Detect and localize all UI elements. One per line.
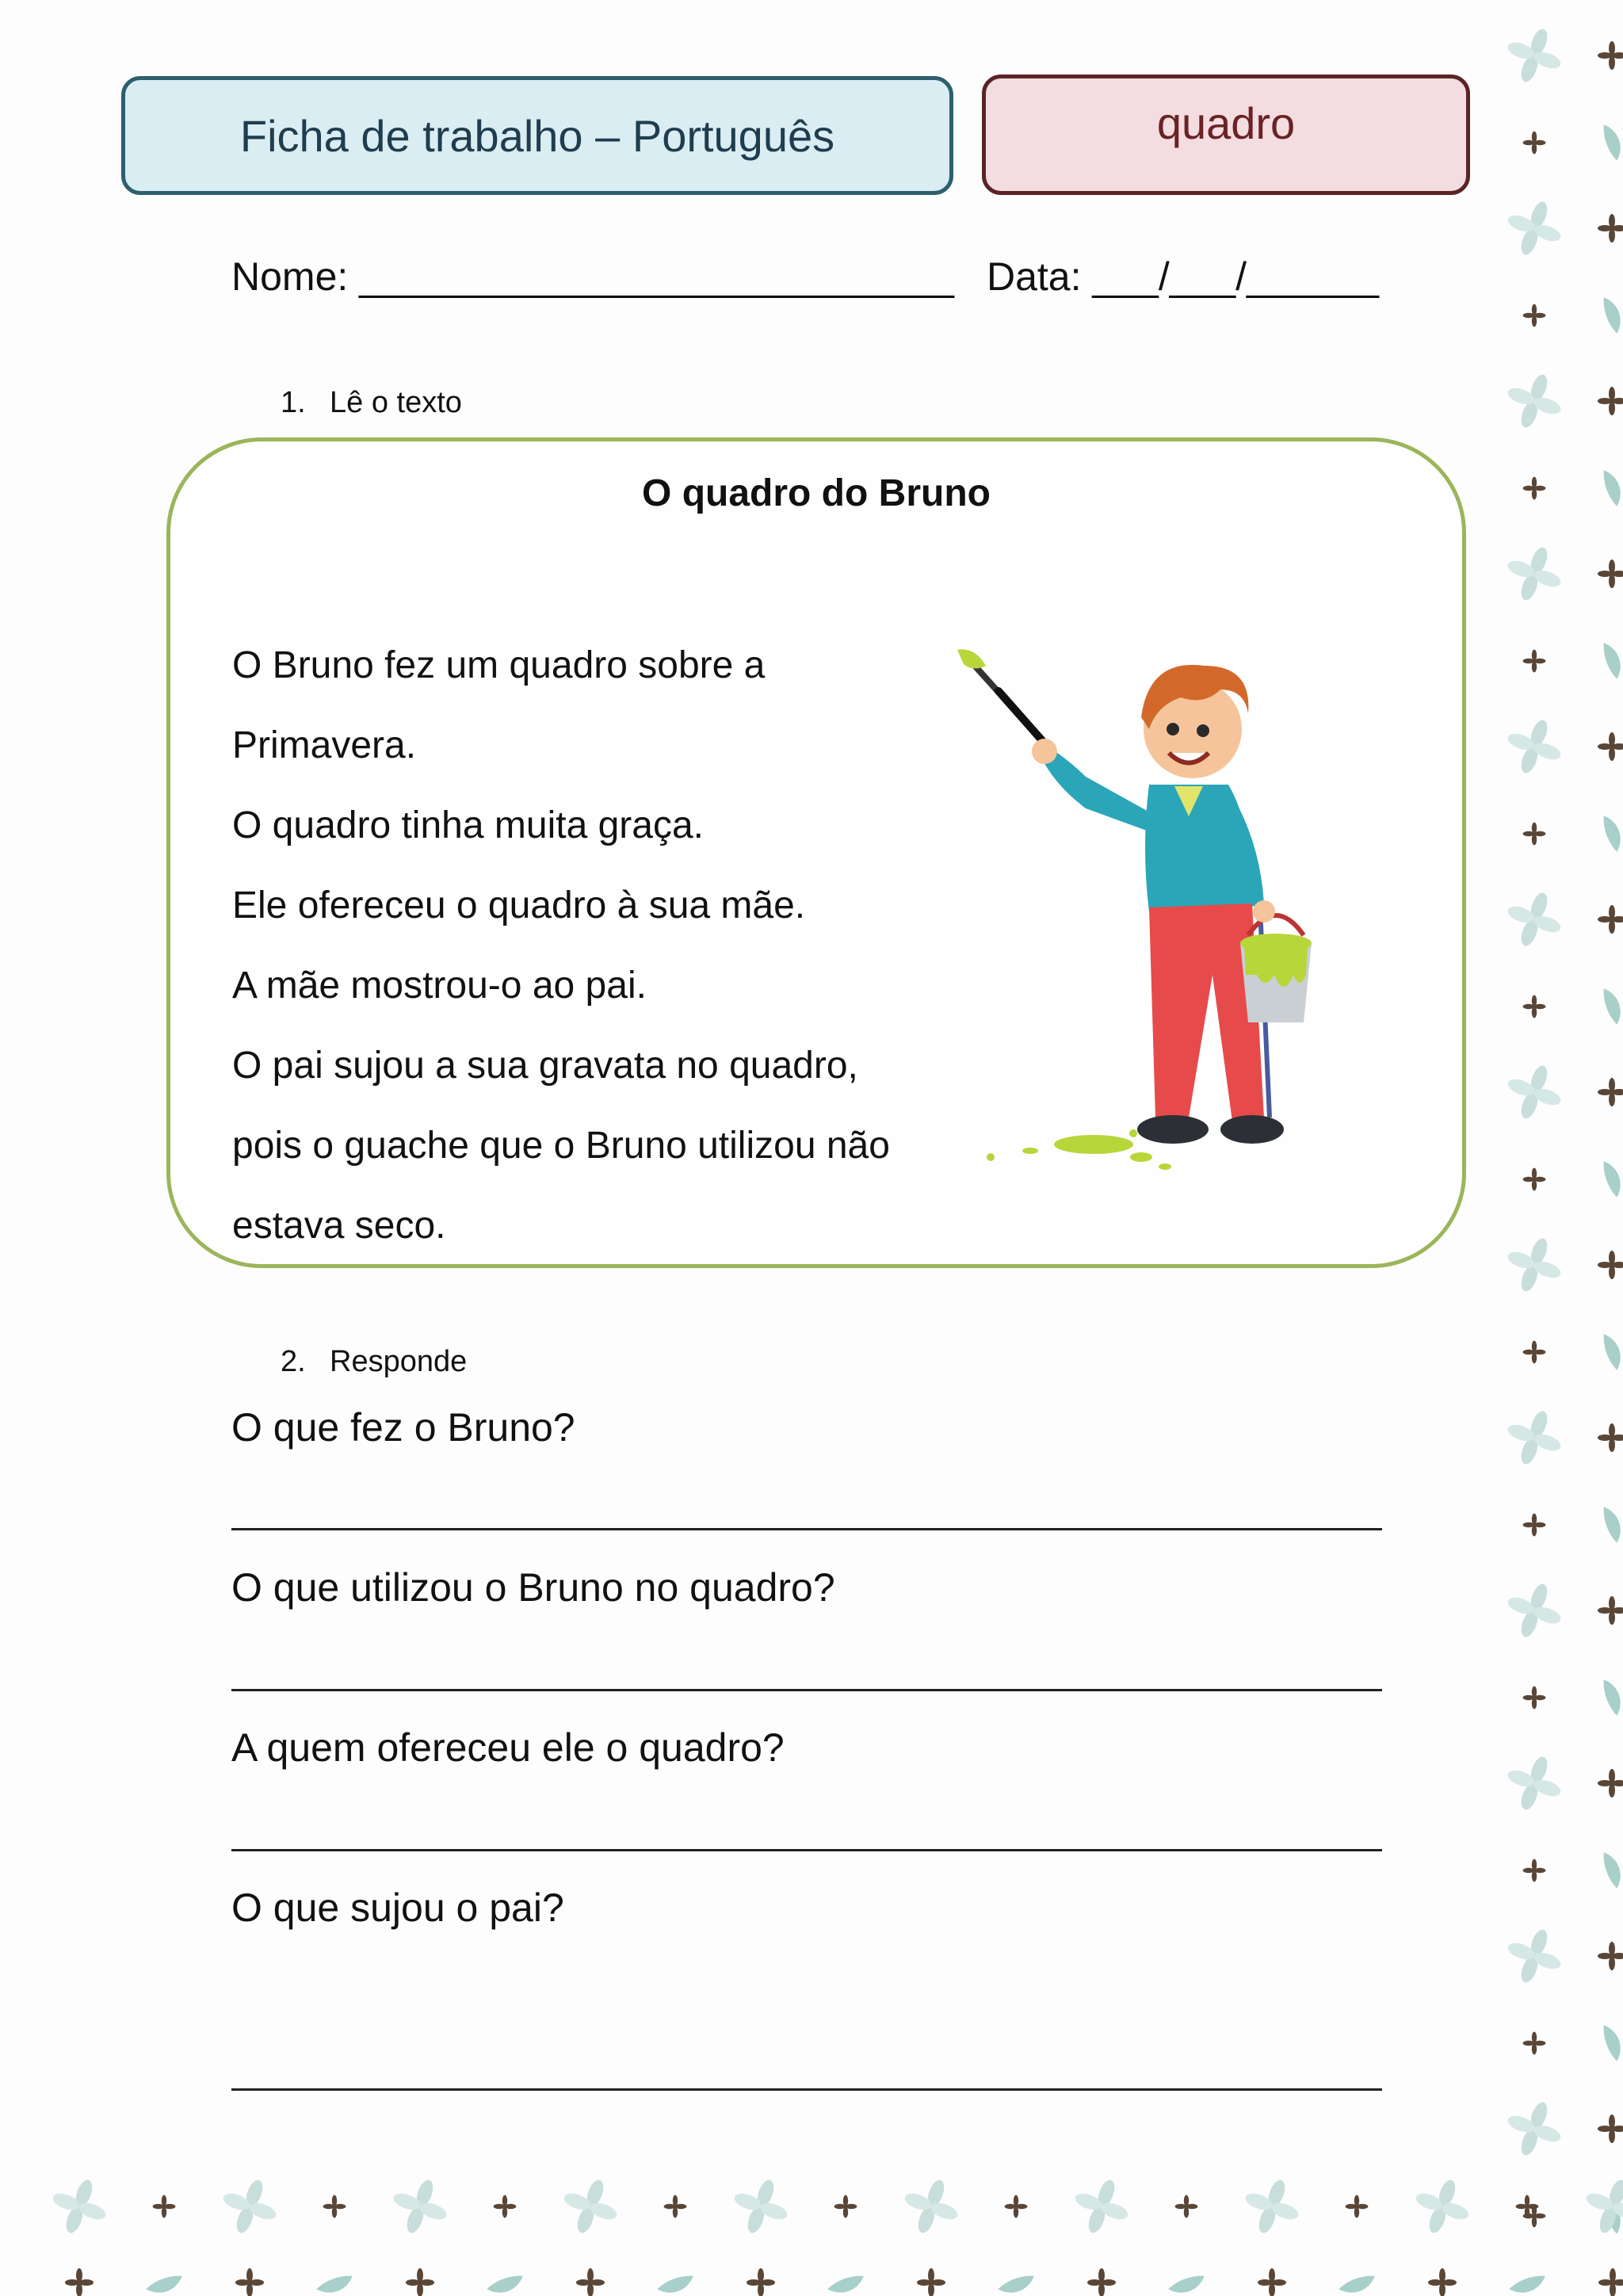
floral-motif xyxy=(1598,1078,1623,1106)
floral-motif xyxy=(1598,1423,1623,1452)
floral-motif xyxy=(1087,2268,1116,2296)
topic-tag-box xyxy=(982,74,1470,195)
floral-motif xyxy=(1600,121,1623,162)
floral-motif xyxy=(1598,1251,1623,1279)
floral-motif xyxy=(1167,2272,1208,2296)
floral-motif xyxy=(1506,1748,1570,1819)
floral-motif xyxy=(1428,2268,1457,2296)
question-4: O que sujou o pai? xyxy=(231,1885,564,1930)
floral-motif xyxy=(1258,2268,1286,2296)
floral-motif xyxy=(1600,985,1623,1026)
floral-motif xyxy=(1506,1575,1570,1646)
section-2-label: Responde xyxy=(330,1345,468,1378)
answer-line-3[interactable] xyxy=(231,1849,1382,1851)
floral-motif xyxy=(1600,1331,1623,1371)
floral-motif xyxy=(1598,732,1623,761)
floral-motif xyxy=(1598,387,1623,415)
floral-motif xyxy=(1506,1402,1570,1473)
date-field-label: Data: ___/___/______ xyxy=(987,254,1379,299)
story-line: Ele ofereceu o quadro à sua mãe. xyxy=(232,884,806,926)
floral-motif xyxy=(1523,477,1546,500)
floral-motif xyxy=(1523,304,1546,327)
floral-motif xyxy=(65,2268,94,2296)
story-text xyxy=(232,625,890,1266)
floral-motif xyxy=(1506,884,1570,955)
floral-motif xyxy=(896,2172,967,2242)
floral-motif xyxy=(1005,2195,1028,2218)
floral-motif xyxy=(725,2172,796,2242)
floral-motif xyxy=(1523,1514,1546,1537)
section-1-label: Lê o texto xyxy=(330,386,462,419)
floral-motif xyxy=(486,2272,526,2296)
answer-line-4[interactable] xyxy=(231,2088,1382,2091)
floral-motif xyxy=(315,2272,356,2296)
floral-motif xyxy=(406,2268,434,2296)
floral-motif xyxy=(323,2195,346,2218)
floral-motif xyxy=(1600,1158,1623,1198)
story-line: pois o guache que o Bruno utilizou não xyxy=(232,1125,890,1167)
floral-motif xyxy=(747,2268,775,2296)
floral-motif xyxy=(1523,650,1546,673)
story-line: Primavera. xyxy=(232,724,417,766)
section-2-number: 2. xyxy=(281,1345,306,1378)
floral-motif xyxy=(1338,2272,1378,2296)
floral-motif xyxy=(555,2172,626,2242)
floral-motif xyxy=(1523,995,1546,1018)
floral-motif xyxy=(1506,193,1570,264)
floral-motif xyxy=(1598,2115,1623,2143)
floral-motif xyxy=(1600,467,1623,507)
name-field-label: Nome: ___________________________ xyxy=(231,254,954,299)
section-2-heading xyxy=(281,1345,467,1379)
floral-motif xyxy=(1577,2172,1623,2242)
floral-motif xyxy=(1506,20,1570,91)
floral-border-right xyxy=(1506,0,1623,2296)
floral-motif xyxy=(1598,905,1623,934)
floral-motif xyxy=(1506,1920,1570,1992)
floral-motif xyxy=(153,2195,176,2218)
floral-motif xyxy=(576,2268,605,2296)
floral-motif xyxy=(1523,1859,1546,1882)
floral-motif xyxy=(44,2172,115,2242)
story-line: O quadro tinha muita graça. xyxy=(232,804,705,846)
floral-motif xyxy=(656,2272,697,2296)
story-line: A mãe mostrou-o ao pai. xyxy=(232,965,647,1007)
section-1-number: 1. xyxy=(281,386,306,419)
floral-border-bottom xyxy=(0,2172,1623,2296)
floral-motif xyxy=(1598,214,1623,243)
floral-motif xyxy=(827,2272,867,2296)
floral-motif xyxy=(1523,823,1546,846)
floral-motif xyxy=(1600,294,1623,334)
worksheet-title-box xyxy=(121,76,953,195)
paintbrush-icon xyxy=(957,649,1046,745)
floral-motif xyxy=(1600,1503,1623,1544)
section-1-heading xyxy=(281,386,462,420)
floral-motif xyxy=(1600,640,1623,680)
topic-tag: quadro xyxy=(1156,98,1296,148)
floral-motif xyxy=(1598,1942,1623,1970)
floral-motif xyxy=(1523,2032,1546,2055)
floral-motif xyxy=(1523,132,1546,155)
floral-motif xyxy=(1600,2022,1623,2062)
floral-motif xyxy=(1407,2172,1478,2242)
boy-head xyxy=(1141,665,1248,778)
floral-motif xyxy=(1508,2272,1549,2296)
question-2: O que utilizou o Bruno no quadro? xyxy=(231,1565,835,1610)
floral-motif xyxy=(1600,1849,1623,1889)
floral-motif xyxy=(384,2172,456,2242)
floral-motif xyxy=(494,2195,517,2218)
floral-motif xyxy=(1598,1769,1623,1797)
story-line: O Bruno fez um quadro sobre a xyxy=(232,644,766,686)
floral-motif xyxy=(1523,1341,1546,1364)
floral-motif xyxy=(1066,2172,1137,2242)
floral-motif xyxy=(1175,2195,1198,2218)
floral-motif xyxy=(917,2268,945,2296)
floral-motif xyxy=(664,2195,687,2218)
floral-motif xyxy=(1346,2195,1369,2218)
floral-motif xyxy=(1523,1168,1546,1191)
floral-motif xyxy=(1598,560,1623,588)
floral-motif xyxy=(145,2272,185,2296)
floral-motif xyxy=(1506,1229,1570,1301)
story-title: O quadro do Bruno xyxy=(642,472,991,514)
floral-motif xyxy=(997,2272,1037,2296)
answer-line-1[interactable] xyxy=(231,1528,1382,1530)
floral-motif xyxy=(834,2195,857,2218)
floral-motif xyxy=(1598,2268,1623,2296)
boy-painting-illustration xyxy=(951,642,1395,1197)
floral-motif xyxy=(1506,538,1570,609)
floral-motif xyxy=(235,2268,264,2296)
floral-motif xyxy=(1523,1687,1546,1710)
floral-motif xyxy=(1506,1056,1570,1128)
question-3: A quem ofereceu ele o quadro? xyxy=(231,1725,785,1770)
floral-motif xyxy=(1600,812,1623,853)
answer-line-2[interactable] xyxy=(231,1689,1382,1691)
story-line: estava seco. xyxy=(232,1205,446,1247)
worksheet-title: Ficha de trabalho – Português xyxy=(239,110,835,161)
floral-motif xyxy=(1600,1676,1623,1717)
floral-motif xyxy=(1506,365,1570,437)
floral-motif xyxy=(1236,2172,1308,2242)
story-line: O pai sujou a sua gravata no quadro, xyxy=(232,1045,858,1087)
question-1: O que fez o Bruno? xyxy=(231,1405,575,1450)
floral-motif xyxy=(1516,2195,1539,2218)
floral-motif xyxy=(1598,1596,1623,1625)
floral-motif xyxy=(1506,711,1570,782)
floral-motif xyxy=(1506,2093,1570,2164)
floral-motif xyxy=(1598,41,1623,70)
floral-motif xyxy=(214,2172,285,2242)
